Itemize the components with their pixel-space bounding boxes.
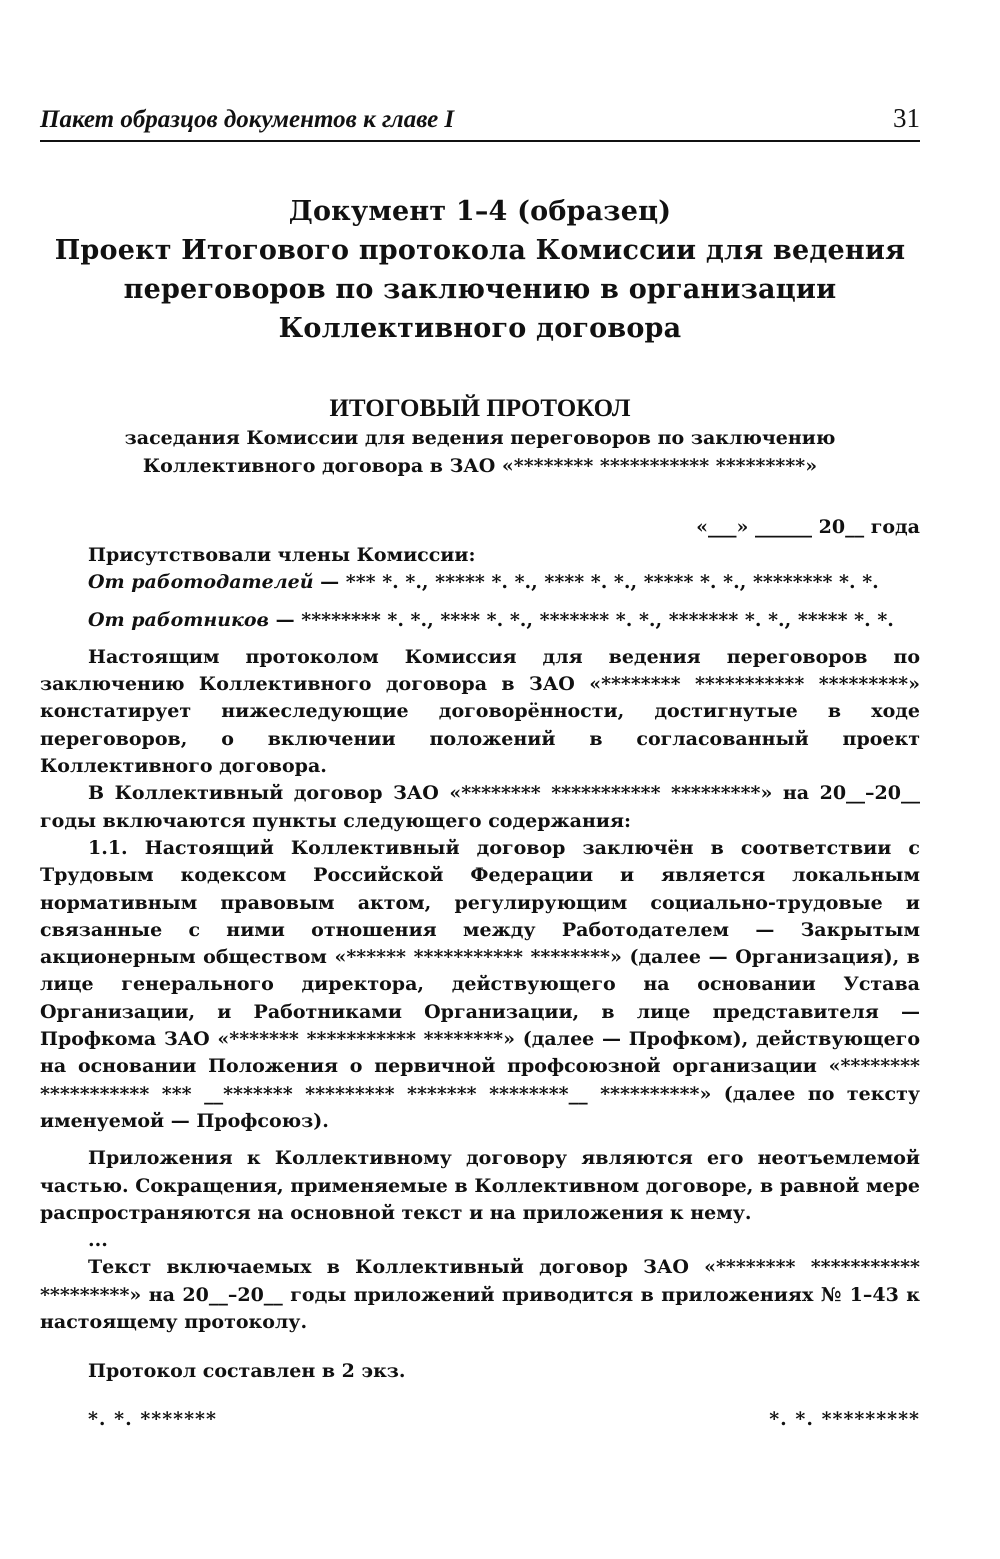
paragraph-included-items: В Коллективный договор ЗАО «******** *********** *********» на 20__–20__ годы включаются пункты следующего содержания: xyxy=(40,782,920,832)
document-page xyxy=(40,96,920,1438)
page-number: 31 xyxy=(893,103,920,133)
protocol-subtitle-line-2: Коллективного договора в ЗАО «******** *********** *********» xyxy=(142,455,818,477)
present-label: Присутствовали члены Комиссии: xyxy=(88,544,476,566)
paragraph-agreements: Настоящим протоколом Комиссия для ведения переговоров по заключению Коллективного договора в ЗАО «******** *********** *********» констатирует нижеследующие договорённости, достигнутые в ходе переговоров, о включении положений в согласованный проект Коллективного договора. xyxy=(40,645,920,778)
running-header xyxy=(40,96,920,142)
heading-line-4: Коллективного договора xyxy=(278,313,682,344)
employers-paragraph xyxy=(40,569,920,596)
ellipsis: ... xyxy=(88,1229,108,1252)
protocol-subtitle-line-1: заседания Комиссии для ведения переговоров по заключению xyxy=(124,427,836,449)
heading-line-2: Проект Итогового протокола Комиссии для ведения xyxy=(54,235,906,266)
employees-paragraph xyxy=(40,607,920,634)
protocol-date: «___» ______ 20__ года xyxy=(696,516,920,538)
signature-right: *. *. ********* xyxy=(769,1407,920,1430)
paragraph-appendices: Приложения к Коллективному договору являются его неотъемлемой частью. Сокращения, применяемые в Коллективном договоре, в равной мере распространяются на основной текст и на приложения к нему. xyxy=(40,1147,920,1224)
paragraph-appendices-text: Текст включаемых в Коллективный договор ЗАО «******** *********** *********» на 20__–20__ годы приложений приводится в приложениях № 1–43 к настоящему протоколу. xyxy=(40,1256,920,1334)
employers-list: — *** *. *., ***** *. *., **** *. *., ***** *. *., ******** *. *. xyxy=(313,571,879,594)
signatures xyxy=(40,1408,920,1438)
document-heading xyxy=(40,192,920,348)
protocol-subtitle xyxy=(40,424,920,480)
running-title: Пакет образцов документов к главе I xyxy=(40,106,455,133)
copies-note: Протокол составлен в 2 экз. xyxy=(88,1360,406,1383)
signature-left: *. *. ******* xyxy=(88,1407,217,1430)
employees-label: От работников xyxy=(88,608,270,631)
protocol-body xyxy=(40,542,920,1386)
employers-label: От работодателей xyxy=(88,571,314,594)
employees-list: — ******** *. *., **** *. *., ******* *. *., ******* *. *., ***** *. *. xyxy=(269,608,894,631)
protocol-title: ИТОГОВЫЙ ПРОТОКОЛ xyxy=(329,395,631,422)
heading-line-3: переговоров по заключению в организации xyxy=(123,274,837,305)
paragraph-clause-1-1: 1.1. Настоящий Коллективный договор заключён в соответствии с Трудовым кодексом Российской Федерации и является локальным нормативным правовым актом, регулирующим социально-трудовые и связанные с ними отношения между Работодателем — Закрытым акционерным обществом «****** *********** ********» (далее — Организация), в лице генерального директора, действующего на основании Устава Организации, и Работниками Организации, в лице представителя — Профкома ЗАО «******* *********** ********» (далее — Профком), действующего на основании Положения о первичной профсоюзной организации «******** *********** *** __******* ********* ******* ********__ **********» (далее по тексту именуемой — Профсоюз). xyxy=(40,836,920,1132)
heading-line-1: Документ 1–4 (образец) xyxy=(288,196,672,227)
